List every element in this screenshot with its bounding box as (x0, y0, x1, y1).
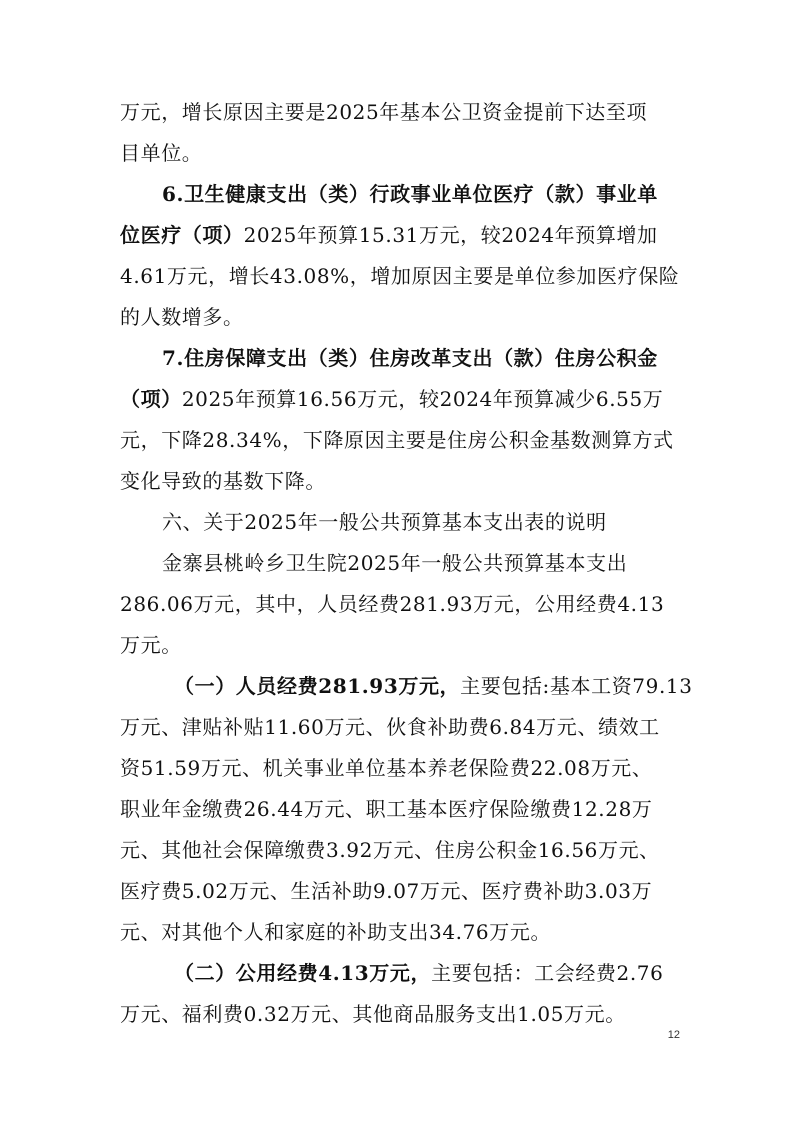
text-run: 元，下降28.34%，下降原因主要是住房公积金基数测算方式 (120, 428, 674, 452)
paragraph-line (120, 423, 680, 457)
paragraph-line (120, 915, 680, 949)
paragraph-line (120, 382, 680, 416)
paragraph-line (120, 136, 680, 170)
bold-heading-run: （一）人员经费281.93万元， (174, 674, 461, 698)
text-run: 万元、津贴补贴11.60万元、伙食补助费6.84万元、绩效工 (120, 715, 660, 739)
paragraph-line (120, 300, 680, 334)
paragraph-line (120, 751, 680, 785)
text-run: 六、关于2025年一般公共预算基本支出表的说明 (162, 510, 607, 534)
text-run: 主要包括:基本工资79.13 (460, 674, 693, 698)
text-run: 金寨县桃岭乡卫生院2025年一般公共预算基本支出 (162, 551, 628, 575)
paragraph-line (120, 464, 680, 498)
text-run: 元、其他社会保障缴费3.92万元、住房公积金16.56万元、 (120, 838, 660, 862)
text-run: 万元，增长原因主要是2025年基本公卫资金提前下达至项 (120, 100, 648, 124)
bold-heading-run: （项） (120, 387, 182, 411)
paragraph-line (120, 874, 680, 908)
text-run: 2025年预算15.31万元，较2024年预算增加 (243, 223, 658, 247)
paragraph-line (120, 833, 680, 867)
text-run: 万元、福利费0.32万元、其他商品服务支出1.05万元。 (120, 1002, 626, 1026)
text-run: 4.61万元，增长43.08%，增加原因主要是单位参加医疗保险 (120, 264, 680, 288)
text-run: 286.06万元，其中，人员经费281.93万元，公用经费4.13 (120, 592, 665, 616)
paragraph-line (174, 956, 680, 990)
paragraph-line (162, 341, 680, 375)
paragraph-line (120, 628, 680, 662)
text-run: 万元。 (120, 633, 182, 657)
text-run: 的人数增多。 (120, 305, 244, 329)
bold-heading-run: 6.卫生健康支出（类）行政事业单位医疗（款）事业单 (162, 182, 658, 206)
paragraph-line (120, 710, 680, 744)
section-heading (162, 505, 680, 539)
paragraph-line (162, 177, 680, 211)
paragraph-line (120, 997, 680, 1031)
text-run: 资51.59万元、机关事业单位基本养老保险费22.08万元、 (120, 756, 653, 780)
paragraph-line (120, 587, 680, 621)
text-run: 目单位。 (120, 141, 203, 165)
bold-heading-run: 7.住房保障支出（类）住房改革支出（款）住房公积金 (162, 346, 658, 370)
paragraph-line (120, 259, 680, 293)
paragraph-line (120, 218, 680, 252)
paragraph-line (120, 95, 680, 129)
text-run: 变化导致的基数下降。 (120, 469, 326, 493)
text-run: 元、对其他个人和家庭的补助支出34.76万元。 (120, 920, 552, 944)
text-run: 职业年金缴费26.44万元、职工基本医疗保险缴费12.28万 (120, 797, 653, 821)
bold-heading-run: （二）公用经费4.13万元， (174, 961, 432, 985)
page-number: 12 (667, 1029, 680, 1041)
paragraph-line (162, 546, 680, 580)
text-run: 医疗费5.02万元、生活补助9.07万元、医疗费补助3.03万 (120, 879, 653, 903)
text-run: 2025年预算16.56万元，较2024年预算减少6.55万 (181, 387, 664, 411)
paragraph-line (174, 669, 693, 703)
bold-heading-run: 位医疗（项） (120, 223, 244, 247)
text-run: 主要包括：工会经费2.76 (431, 961, 664, 985)
paragraph-line (120, 792, 680, 826)
